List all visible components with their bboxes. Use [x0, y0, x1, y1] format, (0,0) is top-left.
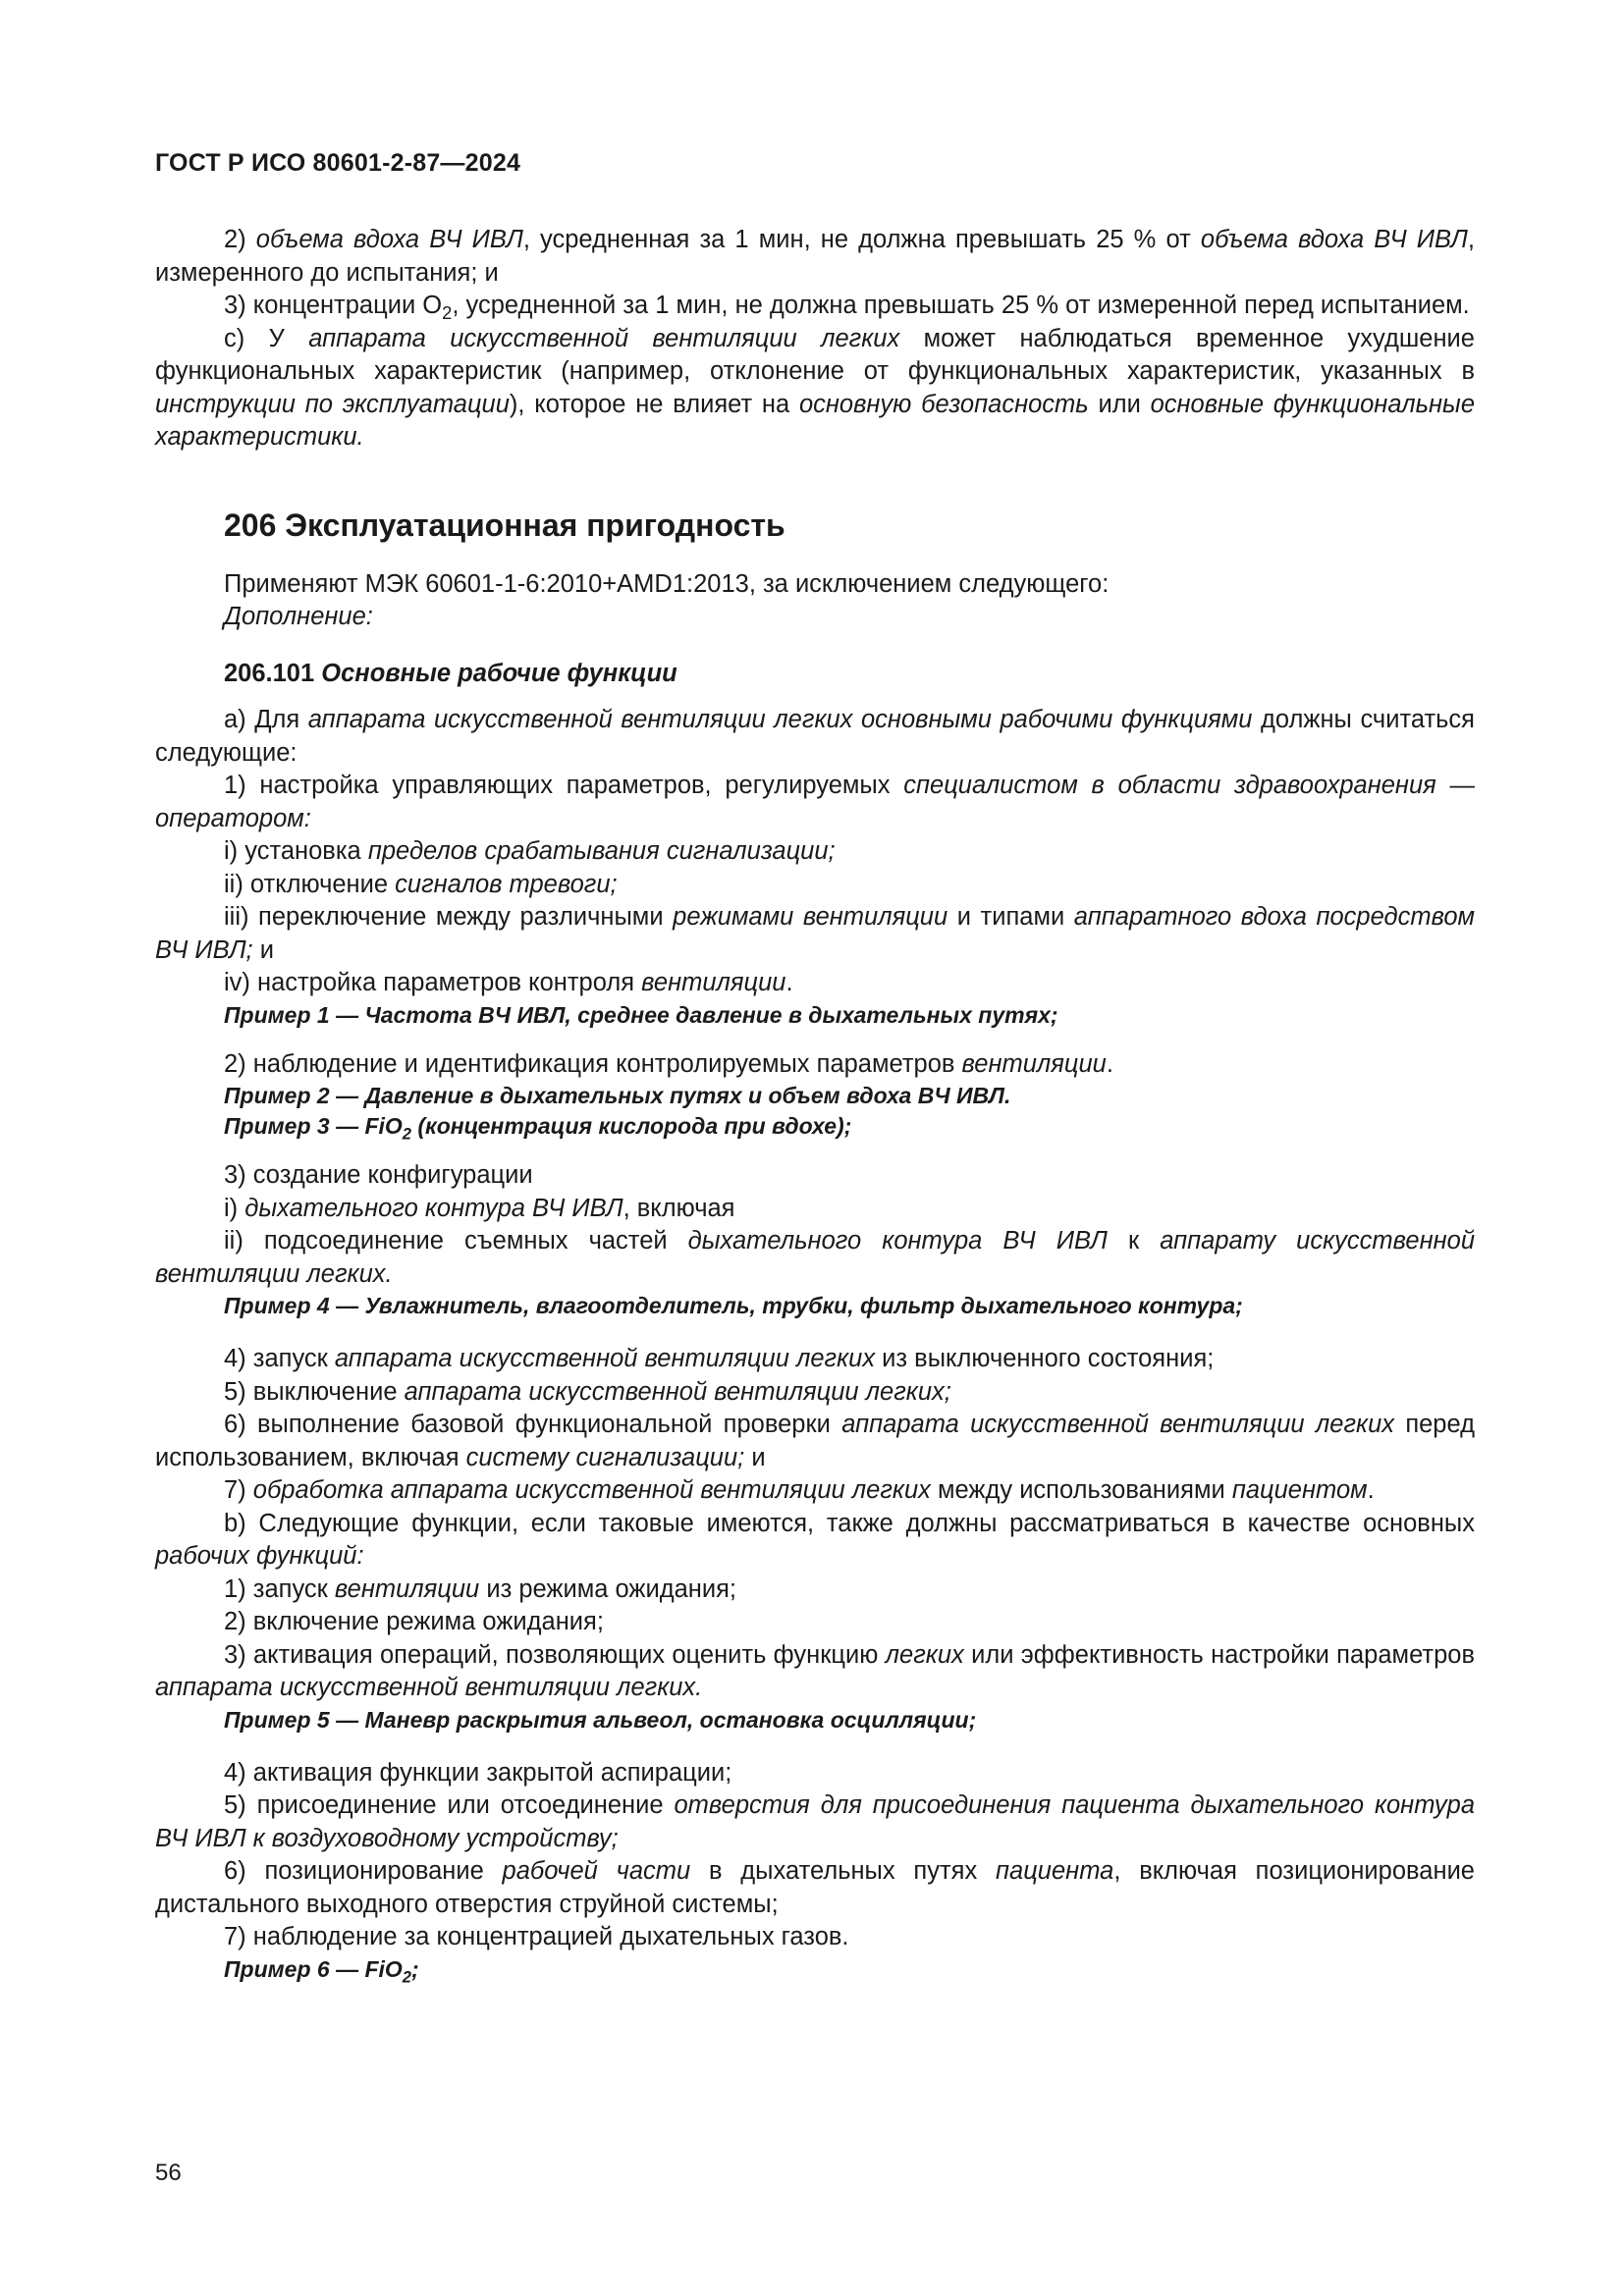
subsection-heading: [155, 658, 1475, 691]
text-run: a) Для: [224, 706, 308, 733]
text-run: специалистом в области здравоохранения — оператором:: [155, 772, 1475, 832]
subsection-number: 206.101: [224, 659, 315, 687]
text-run: Пример 3 — FiO: [224, 1113, 403, 1139]
text-run: 7): [224, 1476, 253, 1504]
text-run: может наблюдаться временное ухудшение функциональных характеристик (например, отклонение от функциональных характеристик, указанных в: [155, 324, 1475, 385]
text-run: систему сигнализации;: [465, 1443, 745, 1471]
text-run: рабочей части: [502, 1857, 691, 1885]
paragraph: [155, 1789, 1475, 1855]
text-run: перед использованием, включая: [155, 1411, 1475, 1471]
text-run: 5) выключение: [224, 1377, 405, 1406]
text-run: Пример 6 — FiO: [224, 1955, 403, 1982]
text-run: Пример 4 — Увлажнитель, влагоотделитель, трубки, фильтр дыхательного контура;: [224, 1293, 1243, 1318]
text-run: (концентрация кислорода при вдохе);: [411, 1113, 852, 1139]
text-run: аппаратного вдоха посредством ВЧ ИВЛ;: [155, 903, 1476, 964]
text-run: и: [744, 1443, 766, 1471]
paragraph: [155, 1757, 1475, 1790]
text-run: отверстия для присоединения пациента дыхательного контура ВЧ ИВЛ к воздуховодному устройству;: [155, 1791, 1476, 1852]
text-run: аппарата искусственной вентиляции легких: [308, 324, 900, 352]
example-note: [155, 1000, 1475, 1031]
paragraph: [155, 224, 1475, 290]
text-run: iv) настройка параметров контроля: [224, 969, 642, 996]
text-run: в дыхательных путях: [690, 1857, 996, 1885]
paragraph: [155, 835, 1475, 869]
text-run: 3) активация операций, позволяющих оценить функцию: [224, 1640, 886, 1669]
text-run: аппарата искусственной вентиляции легких: [841, 1411, 1395, 1438]
paragraph: [155, 967, 1475, 1000]
text-run: .: [1106, 1049, 1113, 1078]
text-run: аппарата искусственной вентиляции легких: [334, 1345, 876, 1372]
example-note: [155, 1954, 1475, 1985]
paragraph: [155, 1921, 1475, 1954]
text-run: легких: [885, 1640, 964, 1669]
text-run: из выключенного состояния;: [875, 1345, 1215, 1372]
text-run: 4) активация функции закрытой аспирации;: [224, 1758, 732, 1787]
text-run: между использованиями: [930, 1476, 1232, 1504]
paragraph: [155, 1048, 1475, 1082]
paragraph: [155, 568, 1475, 602]
page-number: 56: [155, 2160, 182, 2186]
paragraph: [155, 1855, 1475, 1921]
paragraph: [155, 1159, 1475, 1193]
text-run: 2) включение режима ожидания;: [224, 1608, 604, 1635]
text-run: Дополнение:: [224, 603, 373, 630]
text-run: 3) концентрации O: [224, 292, 443, 319]
text-run: Применяют МЭК 60601-1-6:2010+AMD1:2013, за исключением следующего:: [224, 569, 1110, 598]
text-run: , усредненной за 1 мин, не должна превышать 25 % от измеренной перед испытанием.: [452, 292, 1470, 319]
text-run: аппарату искусственной вентиляции легких.: [155, 1227, 1475, 1288]
paragraph: [155, 1574, 1475, 1607]
example-note: [155, 1291, 1475, 1321]
text-run: .: [1367, 1476, 1375, 1504]
example-note: [155, 1081, 1475, 1111]
text-run: c) У: [224, 324, 309, 352]
text-run: 5) присоединение или отсоединение: [224, 1791, 675, 1819]
text-run: вентиляции: [641, 969, 786, 996]
document-body: [155, 224, 1475, 1985]
text-run: или эффективность настройки параметров: [963, 1640, 1475, 1669]
paragraph: [155, 1343, 1475, 1376]
subscript: 2: [442, 301, 453, 323]
text-run: пределов срабатывания сигнализации;: [367, 837, 836, 865]
text-run: ii) отключение: [224, 870, 396, 898]
text-run: и типами: [947, 903, 1074, 931]
text-run: рабочих функций:: [155, 1542, 364, 1570]
text-run: пациентом: [1231, 1476, 1368, 1504]
text-run: b) Следующие функции, если таковые имеются, также должны рассматриваться в качестве основных: [224, 1509, 1475, 1537]
text-run: 3) создание конфигурации: [224, 1161, 533, 1189]
text-run: 7) наблюдение за концентрацией дыхательных газов.: [224, 1923, 849, 1950]
document-header: ГОСТ Р ИСО 80601-2-87—2024: [155, 149, 521, 177]
text-run: вентиляции: [961, 1049, 1107, 1078]
text-run: , измеренного до испытания; и: [155, 226, 1475, 287]
example-note: [155, 1705, 1475, 1735]
paragraph: [155, 1409, 1475, 1474]
section-heading: [155, 506, 1475, 545]
paragraph: [155, 601, 1475, 634]
text-run: сигналов тревоги;: [395, 870, 618, 898]
text-run: инструкции по эксплуатации: [155, 390, 510, 418]
text-run: 1) запуск: [224, 1575, 335, 1603]
text-run: или: [1088, 390, 1151, 418]
paragraph: [155, 1225, 1475, 1291]
text-run: режимами вентиляции: [673, 903, 948, 931]
subscript: 2: [402, 1966, 411, 1986]
paragraph: [155, 704, 1475, 770]
paragraph: [155, 1606, 1475, 1639]
text-run: 6) позиционирование: [224, 1857, 503, 1885]
text-run: 2): [224, 226, 256, 253]
text-run: из режима ожидания;: [479, 1575, 737, 1603]
text-run: ;: [411, 1955, 419, 1982]
paragraph: [155, 1639, 1475, 1705]
text-run: пациента: [996, 1857, 1114, 1885]
text-run: обработка аппарата искусственной вентиляции легких: [252, 1476, 931, 1504]
text-run: 4) запуск: [224, 1345, 335, 1372]
paragraph: [155, 770, 1475, 835]
text-run: i) установка: [224, 837, 368, 865]
example-note: [155, 1111, 1475, 1142]
text-run: , включая: [623, 1194, 735, 1222]
text-run: дыхательного контура ВЧ ИВЛ: [244, 1194, 623, 1222]
text-run: должны считаться следующие:: [155, 706, 1475, 767]
text-run: объема вдоха ВЧ ИВЛ: [255, 226, 523, 253]
subsection-title: Основные рабочие функции: [321, 659, 677, 687]
text-run: , включая позиционирование дистального выходного отверстия струйной системы;: [155, 1857, 1475, 1918]
text-run: к: [1107, 1227, 1161, 1255]
text-run: дыхательного контура ВЧ ИВЛ: [687, 1227, 1108, 1255]
text-run: 6) выполнение базовой функциональной проверки: [224, 1411, 842, 1438]
text-run: аппарата искусственной вентиляции легких;: [404, 1377, 951, 1406]
text-run: ), которое не влияет на: [509, 390, 799, 418]
text-run: вентиляции: [334, 1575, 480, 1603]
text-run: 2) наблюдение и идентификация контролируемых параметров: [224, 1049, 962, 1078]
paragraph: [155, 323, 1475, 454]
paragraph: [155, 1376, 1475, 1410]
paragraph: [155, 1474, 1475, 1508]
text-run: основную безопасность: [798, 390, 1089, 418]
text-run: 206 Эксплуатационная пригодность: [224, 507, 785, 543]
text-run: и: [252, 935, 274, 964]
paragraph: [155, 869, 1475, 902]
text-run: аппарата искусственной вентиляции легких.: [155, 1674, 703, 1701]
paragraph: [155, 901, 1475, 967]
paragraph: [155, 1508, 1475, 1574]
text-run: iii) переключение между различными: [224, 903, 674, 931]
subscript: 2: [402, 1124, 411, 1144]
text-run: Пример 2 — Давление в дыхательных путях и объем вдоха ВЧ ИВЛ.: [224, 1083, 1011, 1108]
paragraph: [155, 1193, 1475, 1226]
text-run: 1) настройка управляющих параметров, регулируемых: [224, 772, 904, 799]
text-run: i): [224, 1194, 245, 1222]
text-run: ii) подсоединение съемных частей: [224, 1227, 688, 1255]
text-run: .: [785, 969, 793, 996]
text-run: Пример 5 — Маневр раскрытия альвеол, остановка осцилляции;: [224, 1706, 977, 1733]
text-run: аппарата искусственной вентиляции легких основными рабочими функциями: [307, 706, 1253, 733]
paragraph: [155, 290, 1475, 323]
text-run: объема вдоха ВЧ ИВЛ: [1200, 226, 1468, 253]
text-run: Пример 1 — Частота ВЧ ИВЛ, среднее давление в дыхательных путях;: [224, 1001, 1058, 1028]
text-run: основные функциональные характеристики.: [155, 390, 1475, 451]
text-run: , усредненная за 1 мин, не должна превышать 25 % от: [522, 226, 1201, 253]
